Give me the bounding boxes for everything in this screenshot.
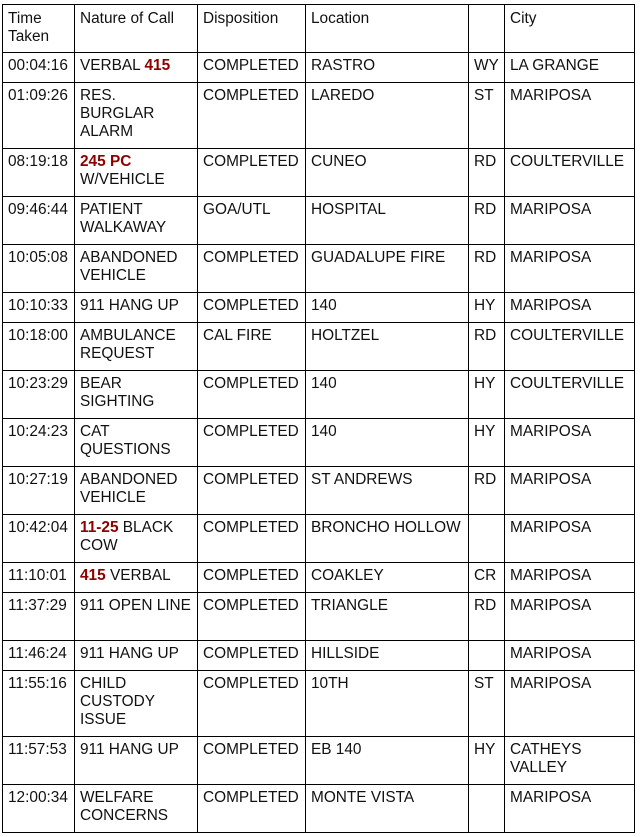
cell-disposition: COMPLETED	[198, 671, 306, 737]
nature-text: 911 HANG UP	[80, 645, 179, 662]
table-row	[3, 671, 635, 737]
cell-location: RASTRO	[306, 53, 469, 83]
cell-time: 10:05:08	[3, 245, 75, 293]
cell-disposition: COMPLETED	[198, 593, 306, 641]
cell-suffix: RD	[469, 593, 505, 641]
cell-time: 00:04:16	[3, 53, 75, 83]
cell-nature	[75, 83, 198, 149]
cell-disposition: COMPLETED	[198, 641, 306, 671]
cell-suffix: HY	[469, 371, 505, 419]
table-row	[3, 149, 635, 197]
cell-time: 10:27:19	[3, 467, 75, 515]
cell-time: 12:00:34	[3, 785, 75, 833]
cell-location: 140	[306, 419, 469, 467]
table-row	[3, 53, 635, 83]
cell-disposition: COMPLETED	[198, 293, 306, 323]
cell-time: 11:55:16	[3, 671, 75, 737]
cell-disposition: COMPLETED	[198, 419, 306, 467]
cell-suffix: HY	[469, 419, 505, 467]
cell-suffix: RD	[469, 149, 505, 197]
nature-text: 911 OPEN LINE	[80, 597, 191, 614]
penal-code-label: 245 PC	[80, 153, 132, 170]
cell-nature	[75, 563, 198, 593]
cell-location: GUADALUPE FIRE	[306, 245, 469, 293]
table-row	[3, 371, 635, 419]
cell-location: ST ANDREWS	[306, 467, 469, 515]
header-row	[3, 5, 635, 53]
penal-code-label: 11-25	[80, 519, 119, 536]
cell-nature	[75, 467, 198, 515]
cell-suffix: HY	[469, 737, 505, 785]
cell-suffix: RD	[469, 323, 505, 371]
table-row	[3, 419, 635, 467]
cell-city: MARIPOSA	[505, 293, 635, 323]
cell-nature	[75, 785, 198, 833]
table-row	[3, 515, 635, 563]
penal-code-label: 415	[80, 567, 106, 584]
nature-text: PATIENT WALKAWAY	[80, 201, 167, 236]
cell-city: MARIPOSA	[505, 245, 635, 293]
nature-text-after-code: VERBAL	[105, 567, 171, 584]
cell-location: 10TH	[306, 671, 469, 737]
penal-code-label: 415	[144, 57, 171, 74]
table-row	[3, 323, 635, 371]
header-suffix	[469, 5, 505, 53]
call-log-sheet	[2, 4, 635, 833]
cell-location: COAKLEY	[306, 563, 469, 593]
cell-suffix: ST	[469, 83, 505, 149]
nature-text: AMBULANCE REQUEST	[80, 327, 176, 362]
cell-city: MARIPOSA	[505, 785, 635, 833]
table-row	[3, 785, 635, 833]
header-city: City	[505, 5, 635, 53]
cell-suffix	[469, 515, 505, 563]
cell-nature	[75, 419, 198, 467]
nature-text: CAT QUESTIONS	[80, 423, 171, 458]
cell-location: LAREDO	[306, 83, 469, 149]
cell-location: 140	[306, 293, 469, 323]
cell-time: 10:24:23	[3, 419, 75, 467]
cell-nature	[75, 671, 198, 737]
cell-suffix: ST	[469, 671, 505, 737]
cell-time: 11:37:29	[3, 593, 75, 641]
cell-location: MONTE VISTA	[306, 785, 469, 833]
cell-location: CUNEO	[306, 149, 469, 197]
table-row	[3, 83, 635, 149]
cell-location: HILLSIDE	[306, 641, 469, 671]
cell-location: 140	[306, 371, 469, 419]
cell-time: 09:46:44	[3, 197, 75, 245]
cell-city: MARIPOSA	[505, 563, 635, 593]
header-disposition: Disposition	[198, 5, 306, 53]
nature-text: ABANDONED VEHICLE	[80, 249, 178, 284]
call-log-table	[2, 4, 635, 833]
cell-city: LA GRANGE	[505, 53, 635, 83]
cell-disposition: COMPLETED	[198, 563, 306, 593]
cell-time: 10:23:29	[3, 371, 75, 419]
header-time: Time Taken	[3, 5, 75, 53]
cell-disposition: COMPLETED	[198, 53, 306, 83]
cell-time: 11:10:01	[3, 563, 75, 593]
header-location: Location	[306, 5, 469, 53]
table-row	[3, 467, 635, 515]
cell-nature	[75, 371, 198, 419]
nature-text: ABANDONED VEHICLE	[80, 471, 178, 506]
cell-time: 11:46:24	[3, 641, 75, 671]
cell-city: COULTERVILLE	[505, 371, 635, 419]
cell-suffix	[469, 785, 505, 833]
cell-nature	[75, 641, 198, 671]
cell-suffix	[469, 641, 505, 671]
cell-city: MARIPOSA	[505, 419, 635, 467]
cell-nature	[75, 323, 198, 371]
cell-disposition: COMPLETED	[198, 245, 306, 293]
cell-suffix: CR	[469, 563, 505, 593]
table-row	[3, 641, 635, 671]
cell-suffix: RD	[469, 245, 505, 293]
cell-suffix: RD	[469, 197, 505, 245]
cell-location: BRONCHO HOLLOW	[306, 515, 469, 563]
cell-city: MARIPOSA	[505, 467, 635, 515]
table-row	[3, 293, 635, 323]
table-row	[3, 593, 635, 641]
cell-city: COULTERVILLE	[505, 149, 635, 197]
cell-location: HOSPITAL	[306, 197, 469, 245]
cell-nature	[75, 737, 198, 785]
cell-disposition: GOA/UTL	[198, 197, 306, 245]
cell-disposition: COMPLETED	[198, 467, 306, 515]
cell-city: MARIPOSA	[505, 593, 635, 641]
cell-time: 11:57:53	[3, 737, 75, 785]
nature-text: VERBAL	[80, 57, 145, 74]
nature-text: RES. BURGLAR ALARM	[80, 87, 155, 140]
nature-text: BEAR SIGHTING	[80, 375, 155, 410]
nature-text-after-code: BLACK COW	[80, 519, 174, 554]
cell-location: EB 140	[306, 737, 469, 785]
cell-nature	[75, 515, 198, 563]
header-nature: Nature of Call	[75, 5, 198, 53]
cell-city: MARIPOSA	[505, 83, 635, 149]
cell-disposition: COMPLETED	[198, 83, 306, 149]
cell-location: TRIANGLE	[306, 593, 469, 641]
cell-disposition: COMPLETED	[198, 149, 306, 197]
table-row	[3, 563, 635, 593]
cell-nature	[75, 149, 198, 197]
cell-location: HOLTZEL	[306, 323, 469, 371]
table-row	[3, 737, 635, 785]
cell-time: 08:19:18	[3, 149, 75, 197]
cell-disposition: COMPLETED	[198, 785, 306, 833]
nature-text: WELFARE CONCERNS	[80, 789, 169, 824]
cell-time: 10:42:04	[3, 515, 75, 563]
cell-city: MARIPOSA	[505, 671, 635, 737]
cell-city: MARIPOSA	[505, 641, 635, 671]
cell-city: COULTERVILLE	[505, 323, 635, 371]
cell-disposition: COMPLETED	[198, 371, 306, 419]
cell-time: 01:09:26	[3, 83, 75, 149]
cell-time: 10:10:33	[3, 293, 75, 323]
cell-city: MARIPOSA	[505, 515, 635, 563]
cell-suffix: HY	[469, 293, 505, 323]
cell-disposition: COMPLETED	[198, 515, 306, 563]
table-row	[3, 197, 635, 245]
cell-nature	[75, 197, 198, 245]
cell-city: MARIPOSA	[505, 197, 635, 245]
cell-city: CATHEYS VALLEY	[505, 737, 635, 785]
nature-text: CHILD CUSTODY ISSUE	[80, 675, 155, 728]
nature-text-after-code: W/VEHICLE	[80, 171, 165, 188]
cell-disposition: COMPLETED	[198, 737, 306, 785]
cell-disposition: CAL FIRE	[198, 323, 306, 371]
nature-text: 911 HANG UP	[80, 741, 179, 758]
cell-nature	[75, 293, 198, 323]
cell-suffix: WY	[469, 53, 505, 83]
cell-nature	[75, 593, 198, 641]
table-row	[3, 245, 635, 293]
cell-nature	[75, 53, 198, 83]
cell-time: 10:18:00	[3, 323, 75, 371]
nature-text: 911 HANG UP	[80, 297, 179, 314]
cell-suffix: RD	[469, 467, 505, 515]
cell-nature	[75, 245, 198, 293]
